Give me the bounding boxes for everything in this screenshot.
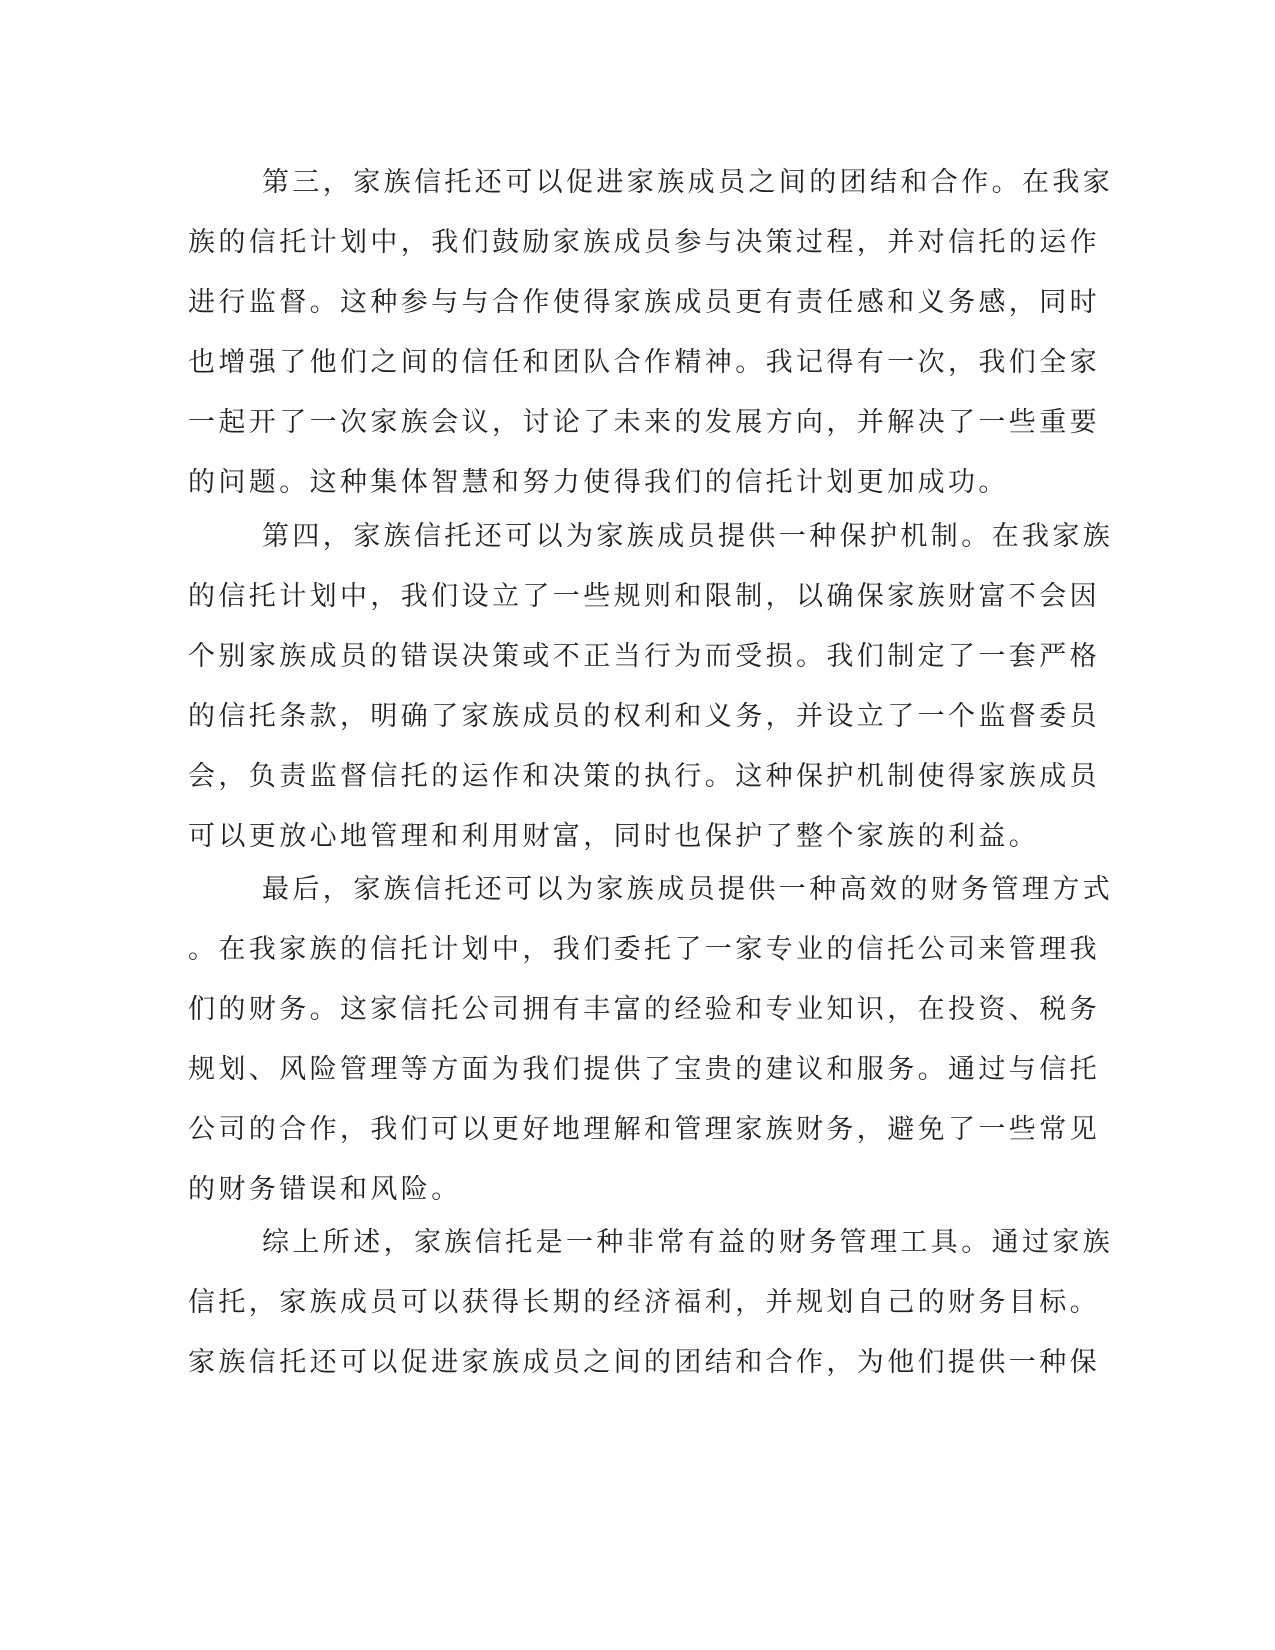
paragraph-finally — [188, 860, 1114, 1220]
paragraph-line: 第四，家族信托还可以为家族成员提供一种保护机制。在我家族 — [262, 521, 1114, 552]
paragraph-line: 规划、风险管理等方面为我们提供了宝贵的建议和服务。通过与信托 — [188, 1054, 1100, 1085]
paragraph-line: 的信托计划中，我们设立了一些规则和限制，以确保家族财富不会因 — [188, 581, 1100, 612]
paragraph-line: 综上所述，家族信托是一种非常有益的财务管理工具。通过家族 — [262, 1227, 1114, 1258]
paragraph-line: 最后，家族信托还可以为家族成员提供一种高效的财务管理方式 — [262, 874, 1114, 905]
paragraph-line: 可以更放心地管理和利用财富，同时也保护了整个家族的利益。 — [188, 821, 1040, 852]
paragraph-line: 们的财务。这家信托公司拥有丰富的经验和专业知识，在投资、税务 — [188, 994, 1100, 1025]
paragraph-line: 会，负责监督信托的运作和决策的执行。这种保护机制使得家族成员 — [188, 761, 1100, 792]
paragraph-line: 。在我家族的信托计划中，我们委托了一家专业的信托公司来管理我 — [188, 934, 1100, 965]
paragraph-line: 个别家族成员的错误决策或不正当行为而受损。我们制定了一套严格 — [188, 641, 1100, 672]
paragraph-line: 第三，家族信托还可以促进家族成员之间的团结和合作。在我家 — [262, 167, 1114, 198]
paragraph-third — [188, 153, 1114, 513]
paragraph-line: 也增强了他们之间的信任和团队合作精神。我记得有一次，我们全家 — [188, 347, 1100, 378]
paragraph-line: 的信托条款，明确了家族成员的权利和义务，并设立了一个监督委员 — [188, 701, 1100, 732]
paragraph-summary — [188, 1213, 1114, 1393]
paragraph-line: 家族信托还可以促进家族成员之间的团结和合作，为他们提供一种保 — [188, 1347, 1100, 1378]
paragraph-line: 的财务错误和风险。 — [188, 1174, 462, 1205]
paragraph-line: 公司的合作，我们可以更好地理解和管理家族财务，避免了一些常见 — [188, 1114, 1100, 1145]
paragraph-line: 族的信托计划中，我们鼓励家族成员参与决策过程，并对信托的运作 — [188, 227, 1100, 258]
paragraph-line: 一起开了一次家族会议，讨论了未来的发展方向，并解决了一些重要 — [188, 407, 1100, 438]
paragraph-line: 信托，家族成员可以获得长期的经济福利，并规划自己的财务目标。 — [188, 1287, 1100, 1318]
paragraph-line: 进行监督。这种参与与合作使得家族成员更有责任感和义务感，同时 — [188, 287, 1100, 318]
paragraph-line: 的问题。这种集体智慧和努力使得我们的信托计划更加成功。 — [188, 467, 1009, 498]
paragraph-fourth — [188, 507, 1114, 867]
